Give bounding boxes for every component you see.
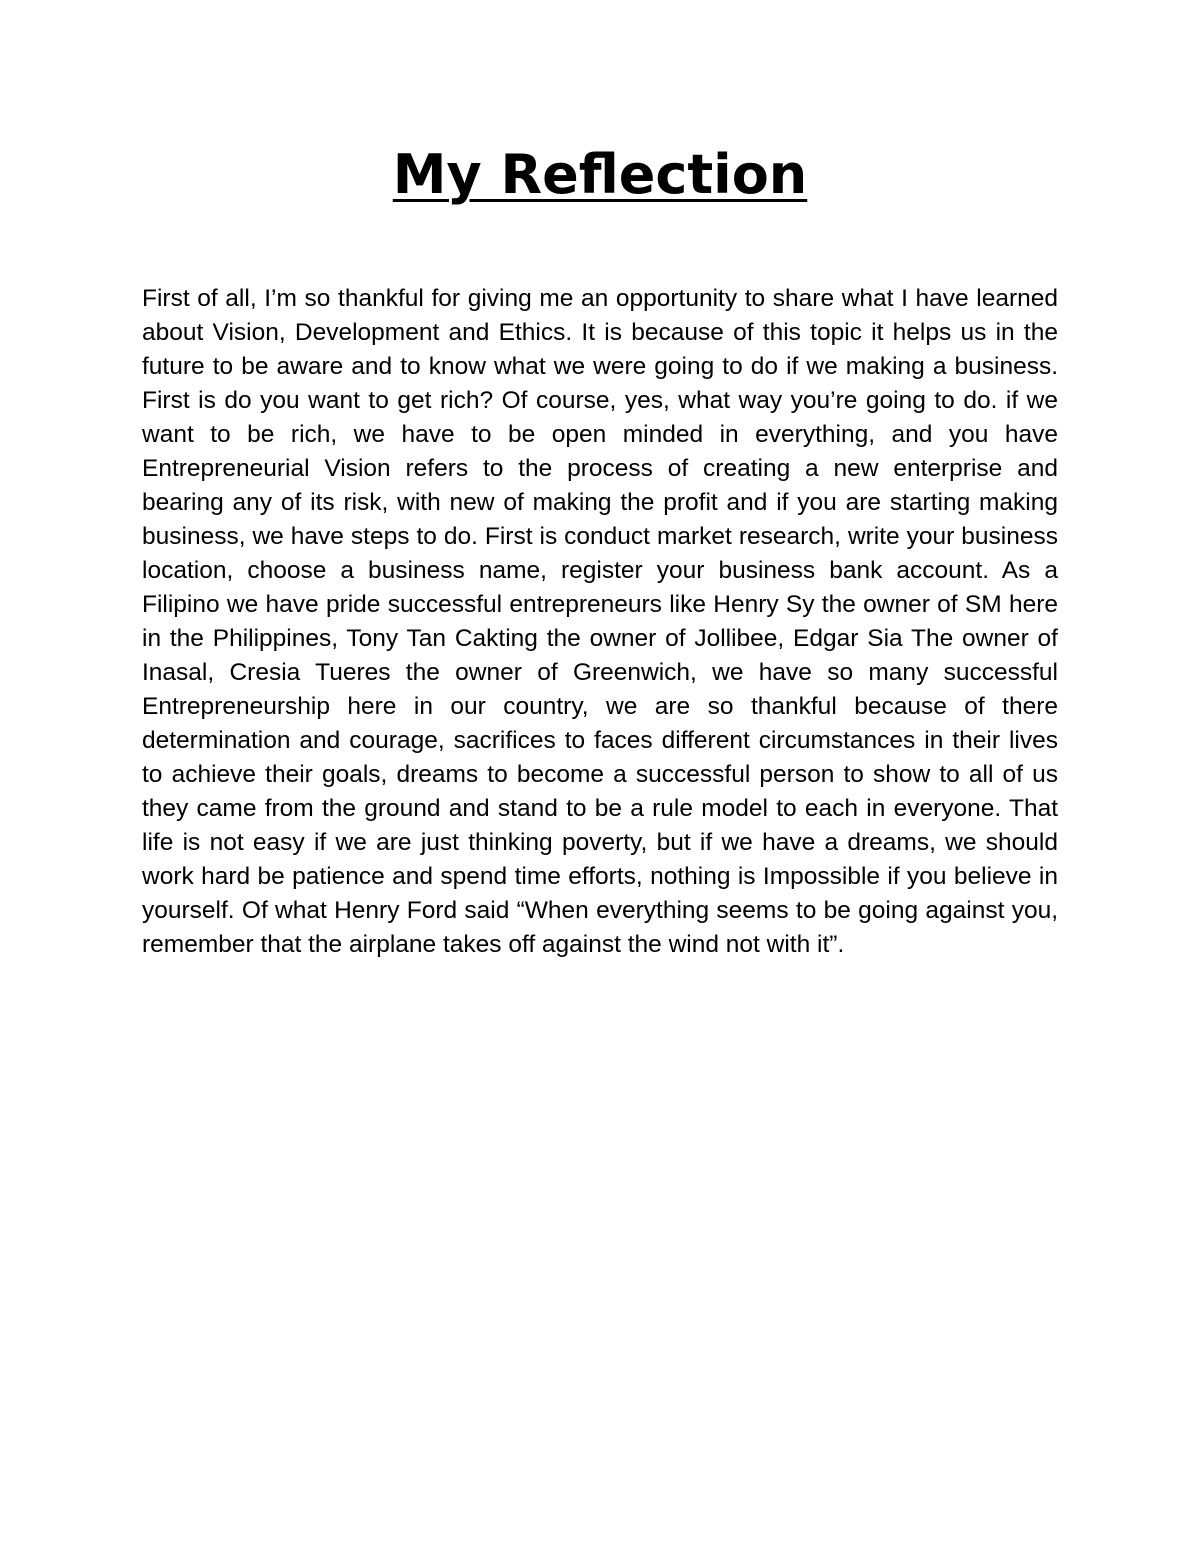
reflection-paragraph: First of all, I’m so thankful for giving me an opportunity to share what I have learned about Vision, Development and Ethics. It is because of this topic it helps us in the future to be aware and to know what we were going to do if we making a business. First is do you want to get rich? Of course, yes, what way you’re going to do. if we want to be rich, we have to be open minded in everything, and you have Entrepreneurial Vision refers to the process of creating a new enterprise and bearing any of its risk, with new of making the profit and if you are starting making business, we have steps to do. First is conduct market research, write your business location, choose a business name, register your business bank account. As a Filipino we have pride successful entrepreneurs like Henry Sy the owner of SM here in the Philippines, Tony Tan Cakting the owner of Jollibee, Edgar Sia The owner of Inasal, Cresia Tueres the owner of Greenwich, we have so many successful Entrepreneurship here in our country, we are so thankful because of there determination and courage, sacrifices to faces different circumstances in their lives to achieve their goals, dreams to become a successful person to show to all of us they came from the ground and stand to be a rule model to each in everyone. That life is not easy if we are just thinking poverty, but if we have a dreams, we should work hard be patience and spend time efforts, nothing is Impossible if you believe in yourself. Of what Henry Ford said “When everything seems to be going against you, remember that the airplane takes off against the wind not with it”. bbox=[142, 285, 1058, 958]
document-title: My Reflection bbox=[392, 143, 808, 206]
